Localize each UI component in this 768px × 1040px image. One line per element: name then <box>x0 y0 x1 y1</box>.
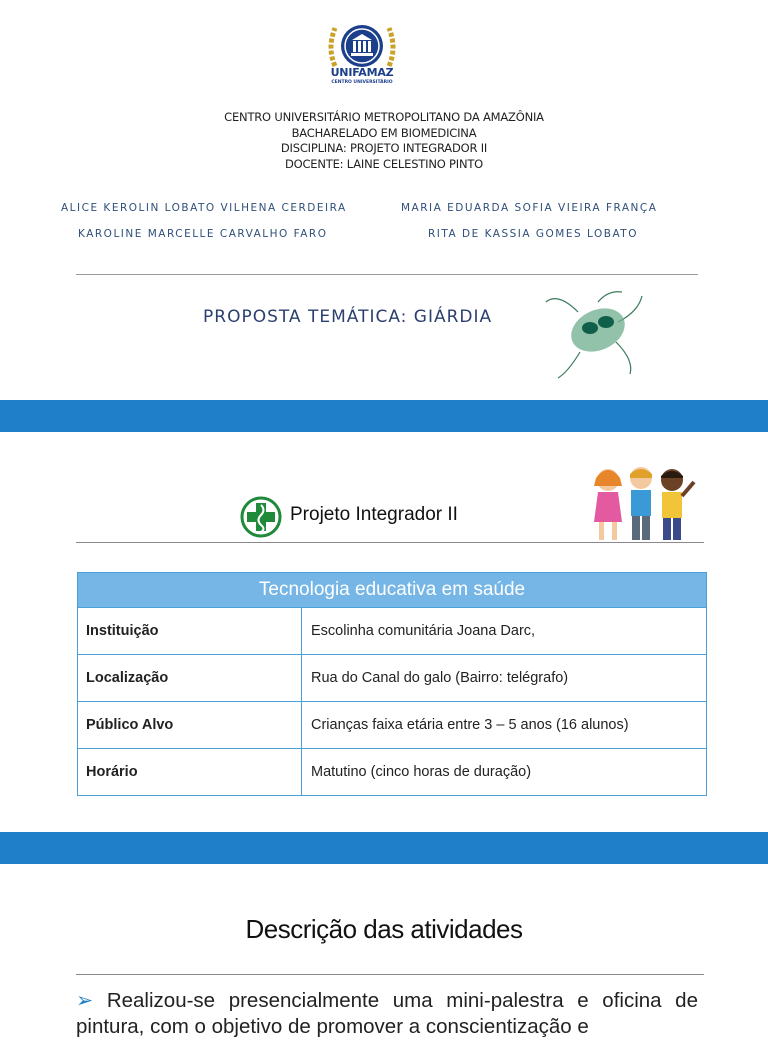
author-name: RITA DE KASSIA GOMES LOBATO <box>428 228 638 240</box>
table-row <box>78 654 706 701</box>
giardia-parasite-icon <box>538 282 650 382</box>
activities-title: Descrição das atividades <box>245 914 523 944</box>
row-value: Matutino (cinco horas de duração) <box>311 764 532 780</box>
author-name: MARIA EDUARDA SOFIA VIEIRA FRANÇA <box>401 202 658 214</box>
proposal-title: PROPOSTA TEMÁTICA: GIÁRDIA <box>203 307 493 327</box>
slide-activities <box>0 864 768 1038</box>
row-label: Público Alvo <box>78 702 302 748</box>
row-label: Horário <box>78 749 302 795</box>
slide-project <box>0 432 768 832</box>
author-name: ALICE KEROLIN LOBATO VILHENA CERDEIRA <box>61 202 347 214</box>
divider-line <box>76 274 698 275</box>
row-label: Instituição <box>78 608 302 654</box>
institution-line: DISCIPLINA: PROJETO INTEGRADOR II <box>280 141 488 155</box>
logo-subtitle: CENTRO UNIVERSITÁRIO <box>331 80 393 85</box>
slide-separator <box>0 832 768 864</box>
slide-separator <box>0 400 768 432</box>
institution-line: BACHARELADO EM BIOMEDICINA <box>291 126 477 140</box>
project-title: Projeto Integrador II <box>290 504 458 525</box>
row-label: Localização <box>78 655 302 701</box>
row-value: Crianças faixa etária entre 3 – 5 anos (16 alunos) <box>311 717 629 733</box>
activity-bullet <box>76 988 698 1040</box>
table-row <box>78 701 706 748</box>
institution-line: DOCENTE: LAINE CELESTINO PINTO <box>284 157 484 171</box>
row-value: Rua do Canal do galo (Bairro: telégrafo) <box>311 670 569 686</box>
table-row <box>78 748 706 795</box>
info-table <box>77 572 707 796</box>
bullet-arrow-icon: ➢ <box>76 989 94 1012</box>
table-header: Tecnologia educativa em saúde <box>78 573 706 607</box>
bullet-text: Realizou-se presencialmente uma mini-palestra e oficina de pintura, com o objetivo de promover a conscientização e <box>76 989 698 1038</box>
children-illustration-icon <box>584 462 698 546</box>
slide-cover <box>0 0 768 400</box>
medical-cross-icon <box>240 496 282 538</box>
author-name: KAROLINE MARCELLE CARVALHO FARO <box>78 228 328 240</box>
divider-line <box>76 974 704 975</box>
row-value: Escolinha comunitária Joana Darc, <box>311 623 536 639</box>
institution-line: CENTRO UNIVERSITÁRIO METROPOLITANO DA AMAZÔNIA <box>224 110 544 124</box>
divider-line <box>76 542 704 543</box>
logo-name: UNIFAMAZ <box>330 66 394 79</box>
table-row <box>78 607 706 654</box>
